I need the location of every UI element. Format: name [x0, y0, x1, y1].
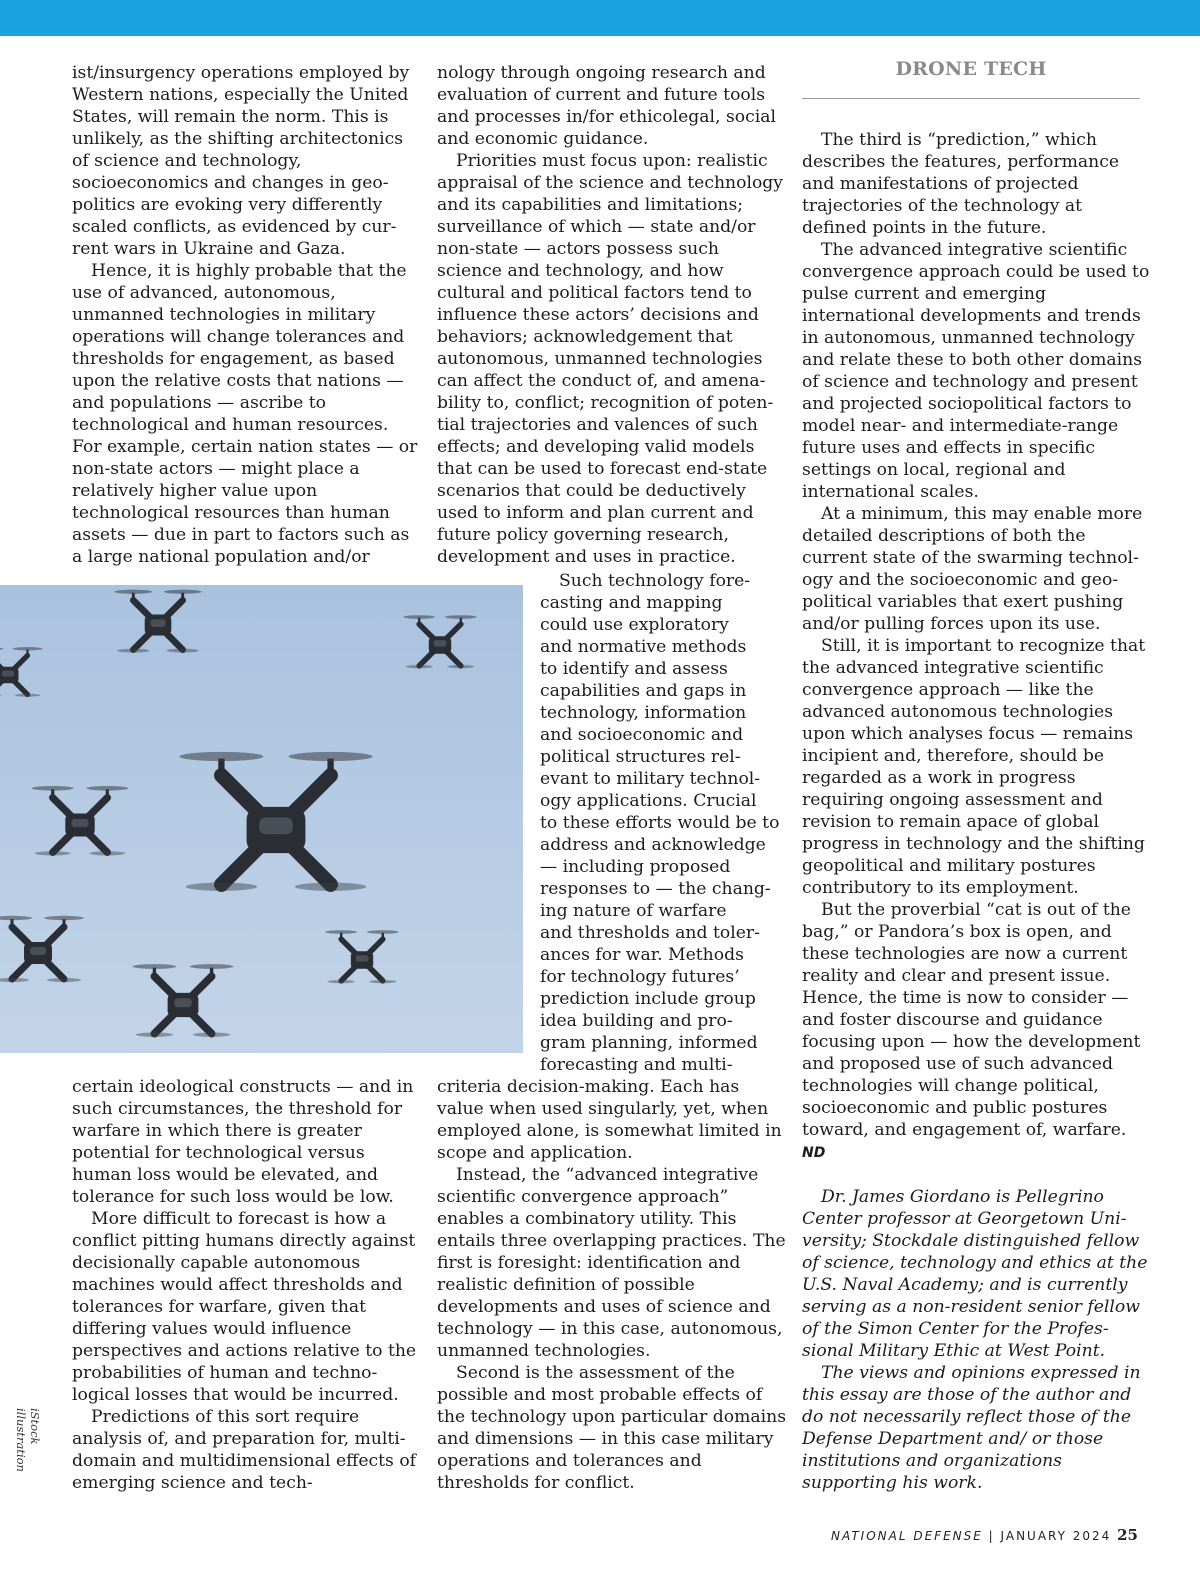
author-bio	[802, 1186, 1152, 1494]
page-footer	[831, 1526, 1138, 1544]
paragraph: Second is the assessment of the possible and most probable effects of the technology upon particular domains and dimensions — in this case military operations and tolerances and thresholds for conflict.	[437, 1363, 787, 1493]
text-line: to identify and assess	[540, 659, 728, 679]
column-1-bottom	[72, 1076, 422, 1494]
paragraph: nology through ongoing research and evaluation of current and future tools and processes in/for ethicolegal, social and economic guidance.	[437, 63, 776, 149]
paragraph: Still, it is important to recognize that the advanced integrative scientific convergence approach — like the advanced autonomous technologies upon which analyses focus — remains incipient and, therefore, should be regarded as a work in progress requiring ongoing assessment and revision to remain apace of global progress in technology and the shifting geopolitical and military postures contributory to its employment.	[802, 636, 1146, 898]
text-line: capabilities and gaps in	[540, 681, 747, 701]
paragraph: More difficult to forecast is how a conflict pitting humans directly against decisionally capable autonomous machines would affect thresholds and tolerances for warfare, given that differing values would influence perspectives and actions relative to the probabilities of human and technological losses that would be incurred.	[72, 1209, 417, 1405]
text-line: evant to military technol-	[540, 769, 761, 789]
paragraph: Instead, the “advanced integrative scientific convergence approach” enables a combinatory utility. This entails three overlapping practices. The first is foresight: identification and realistic definition of possible developments and uses of science and technology — in this case, autonomous, unmanned technologies.	[437, 1165, 786, 1361]
end-mark: ND	[802, 1145, 826, 1161]
text-line: casting and mapping	[540, 593, 723, 613]
column-1-top	[72, 62, 422, 568]
drone	[0, 647, 43, 697]
column-2-wrap-text	[540, 570, 785, 1076]
section-label: DRONE TECH	[895, 58, 1047, 80]
text-line: and normative methods	[540, 637, 747, 657]
paragraph: ist/insurgency operations employed by Western nations, especially the United States, will remain the norm. This is unlikely, as the shifting architectonics of science and technology, socioeconomics and changes in geopolitics are evoking very differently scaled conflicts, as evidenced by current wars in Ukraine and Gaza.	[72, 63, 410, 259]
column-2-bottom	[437, 1076, 787, 1494]
paragraph: Priorities must focus upon: realistic appraisal of the science and technology and its capabilities and limitations; surveillance of which — state and/or non-state — actors possess such science and technology, and how cultural and political factors tend to influence these actors’ decisions and behaviors; acknowledgement that autonomous, unmanned technologies can affect the conduct of, and amenability to, conflict; recognition of potential trajectories and valences of such effects; and developing valid models that can be used to forecast end-state scenarios that could be deductively used to inform and plan current and future policy governing research, development and uses in practice.	[437, 151, 783, 567]
section-divider	[802, 98, 1140, 99]
drone-swarm-illustration	[0, 585, 523, 1053]
text-line: responses to — the chang-	[540, 879, 771, 899]
text-line: ogy applications. Crucial	[540, 791, 757, 811]
text-line: could use exploratory	[540, 615, 729, 635]
text-line: gram planning, informed	[540, 1033, 758, 1053]
text-line: technology, information	[540, 703, 747, 723]
paragraph: Predictions of this sort require analysis of, and preparation for, multi-domain and multidimensional effects of emerging science and tech-	[72, 1407, 417, 1493]
text-line: ing nature of warfare	[540, 901, 727, 921]
drone	[325, 930, 399, 983]
column-3-body	[802, 129, 1152, 1164]
text-line: prediction include group	[540, 989, 756, 1009]
issue-date: JANUARY 2024	[1000, 1529, 1112, 1543]
top-color-bar	[0, 0, 1200, 36]
footer-separator: |	[988, 1529, 995, 1543]
text-line: address and acknowledge	[540, 835, 766, 855]
text-line: Such technology fore-	[559, 571, 751, 591]
paragraph: The third is “prediction,” which describes the features, performance and manifestations of projected trajectories of the technology at defined points in the future.	[802, 130, 1120, 238]
disclaimer-paragraph: The views and opinions expressed in this essay are those of the author and do not necessarily reflect those of the Defense Department and/ or those institutions and organizations supporting his work.	[802, 1363, 1141, 1493]
text-line: and thresholds and toler-	[540, 923, 760, 943]
magazine-name: NATIONAL DEFENSE	[831, 1529, 983, 1543]
text-line: idea building and pro-	[540, 1011, 733, 1031]
paragraph-text: But the proverbial “cat is out of the bag,” or Pandora’s box is open, and these technologies are now a current reality and clear and present issue. Hence, the time is now to consider — and foster discourse and guidance focusing upon — how the development and proposed use of such advanced technologies will change political, socioeconomic and public postures toward, and engagement of, warfare.	[802, 900, 1141, 1140]
text-line: for technology futures’	[540, 967, 740, 987]
bio-paragraph: Dr. James Giordano is Pellegrino Center professor at Georgetown University; Stockdale distinguished fellow of science, technology and ethics at the U.S. Naval Academy; and is currently serving as a non-resident senior fellow of the Simon Center for the Professional Military Ethic at West Point.	[802, 1187, 1148, 1361]
text-line: ances for war. Methods	[540, 945, 744, 965]
drone	[0, 916, 84, 982]
paragraph: The advanced integrative scientific convergence approach could be used to pulse current and emerging international developments and trends in autonomous, unmanned technology and relate these to both other domains of science and technology and present and projected sociopolitical factors to model near- and intermediate-range future uses and effects in specific settings on local, regional and international scales.	[802, 240, 1150, 502]
text-line: — including proposed	[540, 857, 731, 877]
paragraph: criteria decision-making. Each has value when used singularly, yet, when employed alone, is somewhat limited in scope and application.	[437, 1077, 782, 1163]
page-number: 25	[1117, 1526, 1138, 1544]
text-line: forecasting and multi-	[540, 1055, 733, 1075]
drone-swarm-photo	[0, 585, 523, 1053]
paragraph: At a minimum, this may enable more detailed descriptions of both the current state of the swarming technology and the socioeconomic and geopolitical variables that exert pushing and/or pulling forces upon its use.	[802, 504, 1143, 634]
paragraph: certain ideological constructs — and in such circumstances, the threshold for warfare in which there is greater potential for technological versus human loss would be elevated, and tolerance for such loss would be low.	[72, 1077, 414, 1207]
drone	[179, 752, 372, 891]
drone	[114, 590, 201, 653]
paragraph: Hence, it is highly probable that the use of advanced, autonomous, unmanned technologies in military operations will change tolerances and thresholds for engagement, as based upon the relative costs that nations — and populations — ascribe to technological and human resources. For example, certain nation states — or non-state actors — might place a relatively higher value upon technological resources than human assets — due in part to factors such as a large national population and/or	[72, 261, 418, 567]
photo-credit: iStock illustration	[14, 1408, 42, 1472]
paragraph	[802, 899, 1152, 1164]
drone	[132, 964, 233, 1037]
drone	[403, 615, 477, 668]
column-2-top	[437, 62, 787, 568]
drone	[32, 786, 129, 856]
text-line: to these efforts would be to	[540, 813, 780, 833]
text-line: political structures rel-	[540, 747, 741, 767]
text-line: and socioeconomic and	[540, 725, 744, 745]
